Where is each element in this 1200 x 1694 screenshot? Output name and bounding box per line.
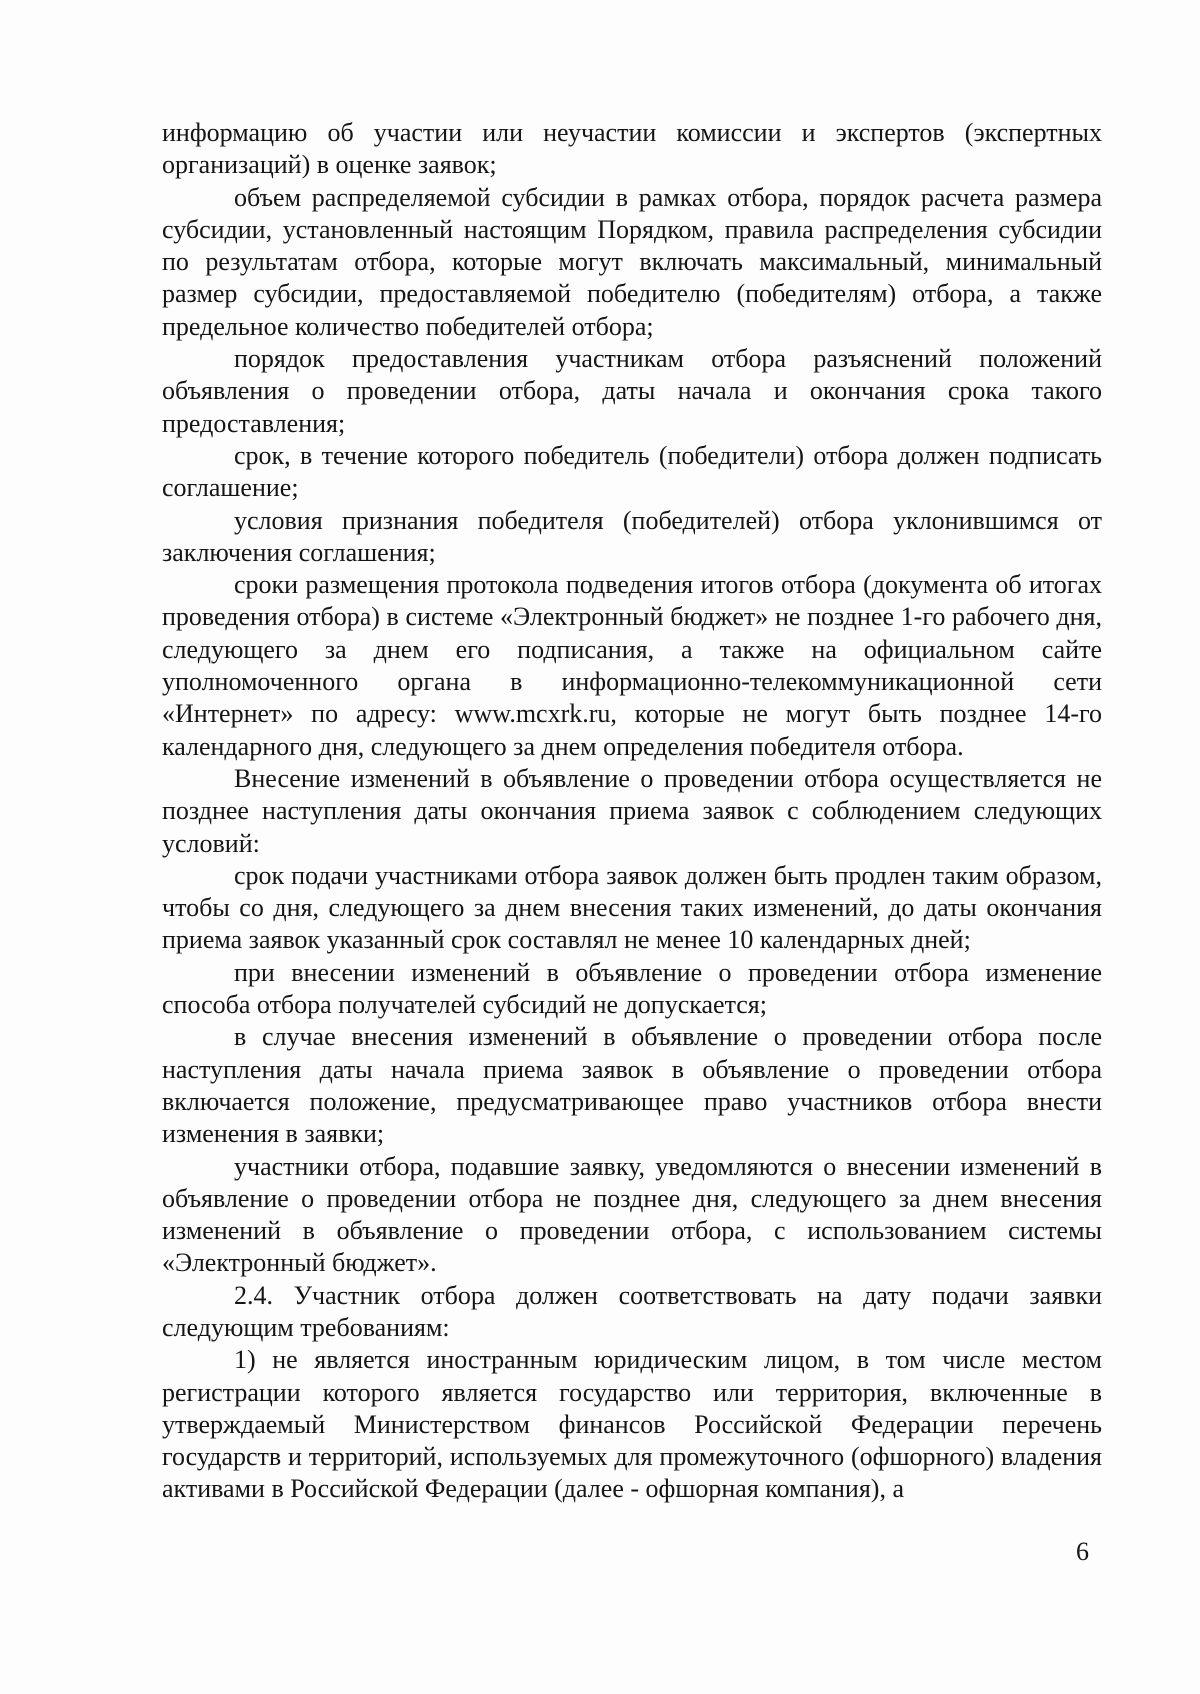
paragraph-10: в случае внесения изменений в объявление о проведении отбора после наступления даты начала приема заявок в объявление о проведении отбора включается положение, предусматривающее право участников отбора внести изменения в заявки; [162, 1022, 1102, 1149]
paragraph-1: информацию об участии или неучастии комиссии и экспертов (экспертных организаций) в оценке заявок; [162, 118, 1102, 180]
document-body [162, 117, 1102, 1506]
paragraph-2: объем распределяемой субсидии в рамках отбора, порядок расчета размера субсидии, установленный настоящим Порядком, правила распределения субсидии по результатам отбора, которые могут включать максимальный, минимальный размер субсидии, предоставляемой победителю (победителям) отбора, а также предельное количество победителей отбора; [162, 182, 1102, 341]
paragraph-12: 2.4. Участник отбора должен соответствовать на дату подачи заявки следующим требованиям: [162, 1280, 1102, 1342]
paragraph-5: условия признания победителя (победителей) отбора уклонившимся от заключения соглашения; [162, 505, 1102, 567]
paragraph-8: срок подачи участниками отбора заявок должен быть продлен таким образом, чтобы со дня, следующего за днем внесения таких изменений, до даты окончания приема заявок указанный срок составлял не менее 10 календарных дней; [162, 860, 1102, 955]
paragraph-13: 1) не является иностранным юридическим лицом, в том числе местом регистрации которого является государство или территория, включенные в утверждаемый Министерством финансов Российской Федерации перечень государств и территорий, используемых для промежуточного (офшорного) владения активами в Российской Федерации (далее - офшорная компания), а [162, 1345, 1102, 1504]
paragraph-11: участники отбора, подавшие заявку, уведомляются о внесении изменений в объявление о проведении отбора не позднее дня, следующего за днем внесения изменений в объявление о проведении отбора, с использованием системы «Электронный бюджет». [162, 1151, 1102, 1278]
paragraph-7: Внесение изменений в объявление о проведении отбора осуществляется не позднее наступления даты окончания приема заявок с соблюдением следующих условий: [162, 763, 1102, 858]
paragraph-4: срок, в течение которого победитель (победители) отбора должен подписать соглашение; [162, 440, 1102, 503]
paragraph-3: порядок предоставления участникам отбора разъяснений положений объявления о проведении отбора, даты начала и окончания срока такого предоставления; [162, 344, 1102, 438]
page-number: 6 [1076, 1537, 1089, 1566]
paragraph-6: сроки размещения протокола подведения итогов отбора (документа об итогах проведения отбора) в системе «Электронный бюджет» не позднее 1-го рабочего дня, следующего за днем его подписания, а также на официальном сайте уполномоченного органа в информационно-телекоммуникационной сети «Интернет» по адресу: www.mcxrk.ru, которые не могут быть позднее 14-го календарного дня, следующего за днем определения победителя отбора. [162, 570, 1102, 761]
paragraph-9: при внесении изменений в объявление о проведении отбора изменение способа отбора получателей субсидий не допускается; [162, 957, 1102, 1020]
